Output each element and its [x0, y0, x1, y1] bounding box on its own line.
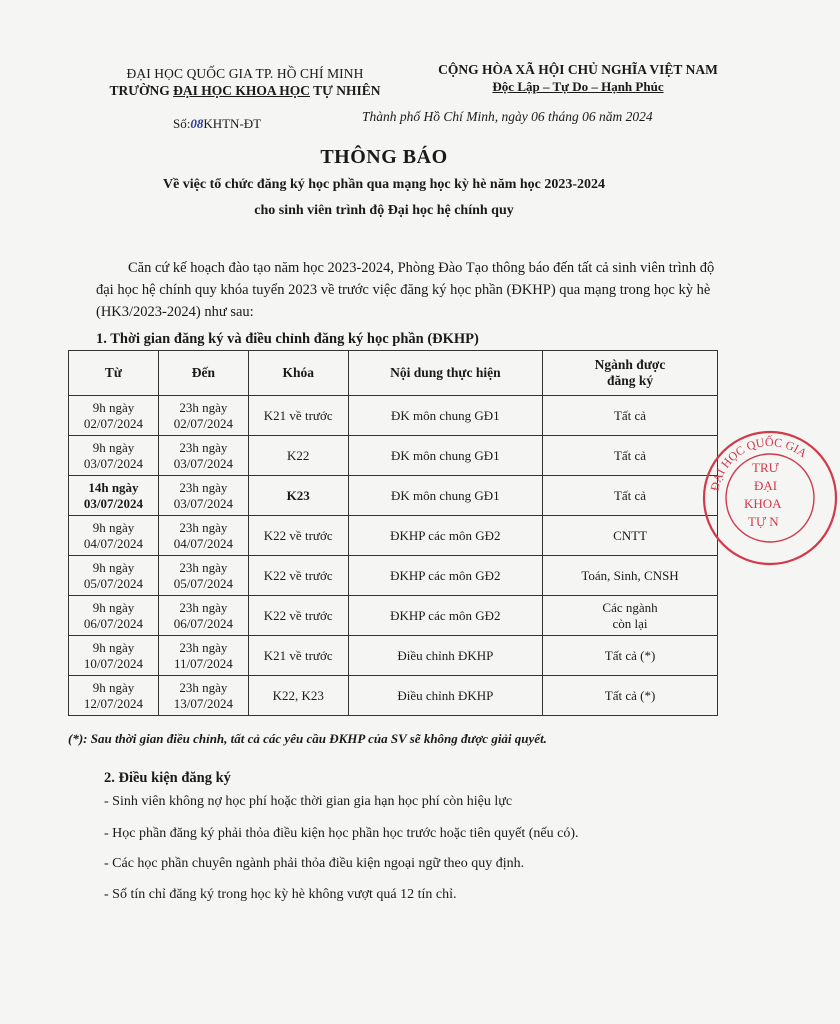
to-time: 23h ngày: [179, 399, 228, 415]
to-time: 23h ngày: [179, 559, 228, 575]
cell-content: Điều chỉnh ĐKHP: [348, 636, 542, 676]
cell-from: [69, 476, 159, 516]
cell-course: K22 về trước: [248, 516, 348, 556]
to-date: 03/07/2024: [173, 495, 233, 511]
table-row: [69, 636, 718, 676]
cell-major: Tất cả: [543, 476, 718, 516]
cell-major: Tất cả: [543, 436, 718, 476]
cell-course: K22 về trước: [248, 556, 348, 596]
document-title: THÔNG BÁO: [320, 146, 448, 168]
cell-to: [158, 596, 248, 636]
cell-content: ĐK môn chung GĐ1: [348, 436, 542, 476]
cell-to: [158, 556, 248, 596]
document-subtitle-2: cho sinh viên trình độ Đại học hệ chính quy: [254, 203, 514, 218]
table-row: [69, 676, 718, 716]
to-time: 23h ngày: [179, 599, 228, 615]
condition-item: - Sinh viên không nợ học phí hoặc thời gian gia hạn học phí còn hiệu lực: [104, 794, 513, 809]
org-line-2-suffix: TỰ NHIÊN: [310, 83, 381, 98]
cell-major: Tất cả (*): [543, 676, 718, 716]
cell-course: K21 về trước: [248, 396, 348, 436]
cell-from: [69, 556, 159, 596]
from-date: 06/07/2024: [83, 615, 144, 631]
from-time: 9h ngày: [92, 399, 135, 415]
official-seal-stamp: [700, 428, 840, 568]
issue-date: Thành phố Hồ Chí Minh, ngày 06 tháng 06 năm 2024: [362, 109, 653, 124]
to-time: 23h ngày: [179, 439, 228, 455]
to-date: 11/07/2024: [173, 655, 233, 671]
condition-item: - Các học phần chuyên ngành phải thỏa điều kiện ngoại ngữ theo quy định.: [104, 856, 525, 871]
org-line-1: ĐẠI HỌC QUỐC GIA TP. HỒ CHÍ MINH: [126, 66, 364, 81]
section-2-title: 2. Điều kiện đăng ký: [104, 770, 231, 786]
cell-content: ĐKHP các môn GĐ2: [348, 596, 542, 636]
seal-center-line-4: TỰ N: [748, 514, 779, 529]
cell-course: K22 về trước: [248, 596, 348, 636]
national-motto: [408, 62, 748, 95]
seal-center-line-3: KHOA: [744, 496, 782, 511]
table-row: [69, 516, 718, 556]
from-date: 03/07/2024: [83, 455, 144, 471]
cell-major: CNTT: [543, 516, 718, 556]
condition-item: - Số tín chỉ đăng ký trong học kỳ hè không vượt quá 12 tín chỉ.: [104, 887, 457, 902]
table-header-row: [69, 351, 718, 396]
to-date: 13/07/2024: [173, 695, 233, 711]
cell-course: K22, K23: [248, 676, 348, 716]
cell-content: ĐKHP các môn GĐ2: [348, 516, 542, 556]
table-row: [69, 436, 718, 476]
document-subtitle-1: Về việc tổ chức đăng ký học phần qua mạng học kỳ hè năm học 2023-2024: [162, 177, 606, 192]
to-time: 23h ngày: [179, 639, 228, 655]
doc-number-handwritten: 08: [190, 116, 204, 131]
to-date: 05/07/2024: [173, 575, 233, 591]
to-date: 06/07/2024: [173, 615, 233, 631]
org-line-2: [95, 83, 395, 99]
to-date: 04/07/2024: [173, 535, 233, 551]
cell-from: [69, 396, 159, 436]
cell-content: ĐK môn chung GĐ1: [348, 396, 542, 436]
table-footnote: (*): Sau thời gian điều chỉnh, tất cả các yêu cầu ĐKHP của SV sẽ không được giải quyết.: [68, 731, 547, 746]
from-date: 04/07/2024: [83, 535, 144, 551]
table-row: [69, 476, 718, 516]
from-time: 9h ngày: [92, 679, 135, 695]
from-date: 02/07/2024: [83, 415, 144, 431]
cell-to: [158, 436, 248, 476]
cell-content: ĐK môn chung GĐ1: [348, 476, 542, 516]
cell-major: Toán, Sinh, CNSH: [543, 556, 718, 596]
cell-course: K23: [248, 476, 348, 516]
cell-from: [69, 516, 159, 556]
registration-schedule-table: [68, 350, 718, 716]
from-date: 05/07/2024: [83, 575, 144, 591]
seal-center-line-1: TRƯ: [752, 460, 779, 475]
cell-to: [158, 516, 248, 556]
from-time: 14h ngày: [88, 479, 139, 495]
from-date: 03/07/2024: [83, 495, 144, 511]
col-header-course: Khóa: [248, 351, 348, 396]
to-date: 03/07/2024: [173, 455, 233, 471]
cell-content: Điều chỉnh ĐKHP: [348, 676, 542, 716]
from-time: 9h ngày: [92, 639, 135, 655]
issuing-organization: [95, 66, 395, 99]
cell-to: [158, 476, 248, 516]
doc-number-prefix: Số:: [173, 116, 191, 131]
cell-to: [158, 396, 248, 436]
cell-course: K22: [248, 436, 348, 476]
cell-from: [69, 636, 159, 676]
from-time: 9h ngày: [92, 439, 135, 455]
from-time: 9h ngày: [92, 599, 135, 615]
cell-from: [69, 596, 159, 636]
cell-major: Tất cả: [543, 396, 718, 436]
col-header-major: Ngành được đăng ký: [543, 351, 718, 396]
to-time: 23h ngày: [179, 479, 228, 495]
intro-paragraph: [96, 257, 716, 323]
to-time: 23h ngày: [179, 679, 228, 695]
to-date: 02/07/2024: [173, 415, 233, 431]
from-date: 10/07/2024: [83, 655, 144, 671]
intro-text: Căn cứ kế hoạch đào tạo năm học 2023-2024, Phòng Đào Tạo thông báo đến tất cả sinh viên trình độ đại học hệ chính quy khóa tuyển 2023 về trước việc đăng ký học phần (ĐKHP) qua mạng trong học kỳ hè (HK3/2023-2024) như sau:: [96, 260, 715, 320]
cell-major: Các ngành còn lại: [543, 596, 718, 636]
table-row: [69, 396, 718, 436]
cell-to: [158, 676, 248, 716]
nation-line-2: Độc Lập – Tự Do – Hạnh Phúc: [492, 79, 664, 94]
section-1-title: 1. Thời gian đăng ký và điều chỉnh đăng ký học phần (ĐKHP): [96, 331, 479, 347]
doc-number-suffix: KHTN-ĐT: [203, 116, 262, 131]
from-time: 9h ngày: [92, 559, 135, 575]
from-time: 9h ngày: [92, 519, 135, 535]
nation-line-1: CỘNG HÒA XÃ HỘI CHỦ NGHĨA VIỆT NAM: [438, 62, 718, 77]
table-row: [69, 556, 718, 596]
condition-item: - Học phần đăng ký phải thỏa điều kiện học phần học trước hoặc tiên quyết (nếu có).: [104, 826, 579, 841]
seal-center-line-2: ĐẠI: [754, 478, 778, 493]
cell-from: [69, 676, 159, 716]
cell-major: Tất cả (*): [543, 636, 718, 676]
col-header-to: Đến: [158, 351, 248, 396]
seal-ring-text: ĐẠI HỌC QUỐC GIA: [707, 434, 810, 493]
document-number: [173, 116, 261, 132]
cell-course: K21 về trước: [248, 636, 348, 676]
cell-from: [69, 436, 159, 476]
col-header-content: Nội dung thực hiện: [348, 351, 542, 396]
to-time: 23h ngày: [179, 519, 228, 535]
from-date: 12/07/2024: [83, 695, 144, 711]
col-header-from: Từ: [69, 351, 159, 396]
table-row: [69, 596, 718, 636]
org-line-2-prefix: TRƯỜNG: [109, 83, 174, 98]
cell-content: ĐKHP các môn GĐ2: [348, 556, 542, 596]
cell-to: [158, 636, 248, 676]
org-line-2-underlined: ĐẠI HỌC KHOA HỌC: [173, 83, 310, 98]
